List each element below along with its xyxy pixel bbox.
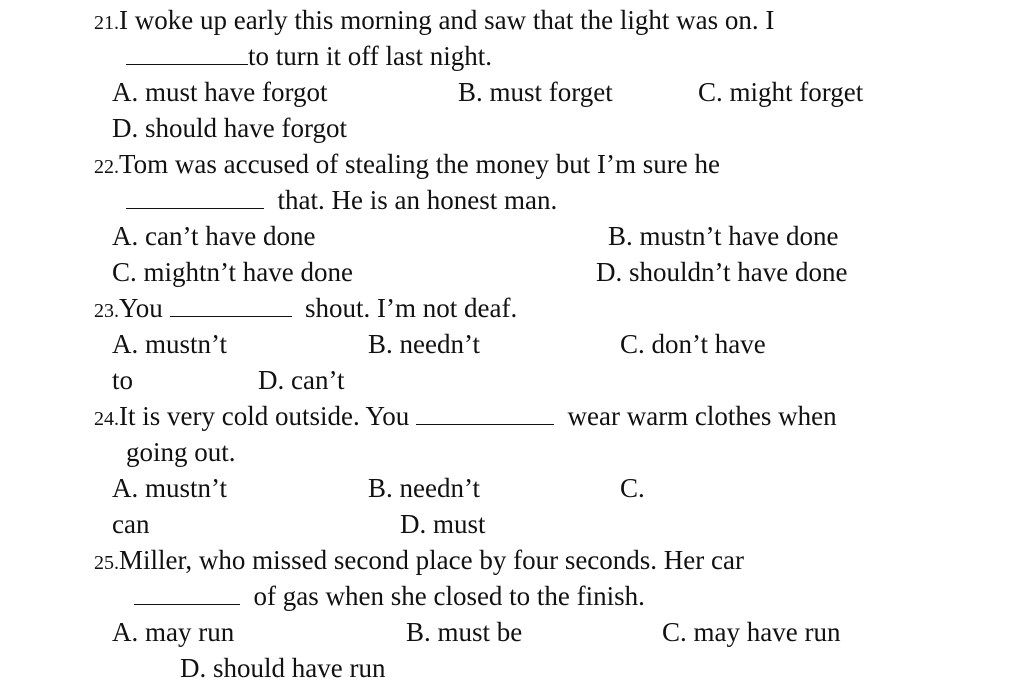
question-22-stem-line1 <box>94 146 720 185</box>
question-number: 23. <box>94 300 119 322</box>
question-23-stem <box>94 290 517 329</box>
question-24-stem-line2: going out. <box>126 437 236 467</box>
question-text: wear warm clothes when <box>567 401 837 431</box>
question-text: I woke up early this morning and saw that the light was on. I <box>119 5 775 35</box>
question-22-stem-line2 <box>126 182 557 218</box>
question-21-option-a: A. must have forgot <box>112 77 328 107</box>
question-25-stem-line1 <box>94 542 744 581</box>
answer-blank <box>170 294 292 317</box>
question-24-option-c-continued: can <box>112 509 150 539</box>
question-24-option-d: D. must <box>400 509 486 539</box>
question-24-option-b: B. needn’t <box>368 473 480 503</box>
question-23-option-a: A. mustn’t <box>112 329 228 359</box>
question-number: 25. <box>94 552 119 574</box>
question-24-stem-line1 <box>94 398 837 437</box>
question-25-option-d: D. should have run <box>180 653 386 683</box>
question-22-option-b: B. mustn’t have done <box>608 221 839 251</box>
question-number: 24. <box>94 408 119 430</box>
question-25-option-c: C. may have run <box>662 617 841 647</box>
question-text: It is very cold outside. You <box>119 401 410 431</box>
answer-blank <box>126 186 264 209</box>
question-22-option-c: C. mightn’t have done <box>112 257 353 287</box>
question-text: Tom was accused of stealing the money but I’m sure he <box>119 149 720 179</box>
question-number: 21. <box>94 12 119 34</box>
question-25-option-b: B. must be <box>406 617 523 647</box>
question-23-option-b: B. needn’t <box>368 329 480 359</box>
question-number: 22. <box>94 156 119 178</box>
question-21-option-c: C. might forget <box>698 77 864 107</box>
question-23-option-d: D. can’t <box>258 365 345 395</box>
question-21-stem-line1 <box>94 2 774 41</box>
question-text: of gas when she closed to the finish. <box>253 581 645 611</box>
question-25-stem-line2 <box>134 578 645 614</box>
question-24-option-c: C. <box>620 473 645 503</box>
answer-blank <box>134 582 240 605</box>
question-21-stem-line2 <box>126 38 492 74</box>
question-23-option-c: C. don’t have <box>620 329 766 359</box>
question-24-option-a: A. mustn’t <box>112 473 228 503</box>
question-21-option-d: D. should have forgot <box>112 113 347 143</box>
question-22-option-a: A. can’t have done <box>112 221 316 251</box>
question-25-option-a: A. may run <box>112 617 235 647</box>
question-22-option-d: D. shouldn’t have done <box>596 257 848 287</box>
question-23-option-c-continued: to <box>112 365 134 395</box>
question-text: Miller, who missed second place by four seconds. Her car <box>119 545 744 575</box>
question-text: You <box>119 293 163 323</box>
answer-blank <box>126 42 248 65</box>
answer-blank <box>416 402 554 425</box>
question-text: to turn it off last night. <box>248 41 492 71</box>
question-text: that. He is an honest man. <box>277 185 558 215</box>
question-text: shout. I’m not deaf. <box>305 293 518 323</box>
question-21-option-b: B. must forget <box>458 77 613 107</box>
